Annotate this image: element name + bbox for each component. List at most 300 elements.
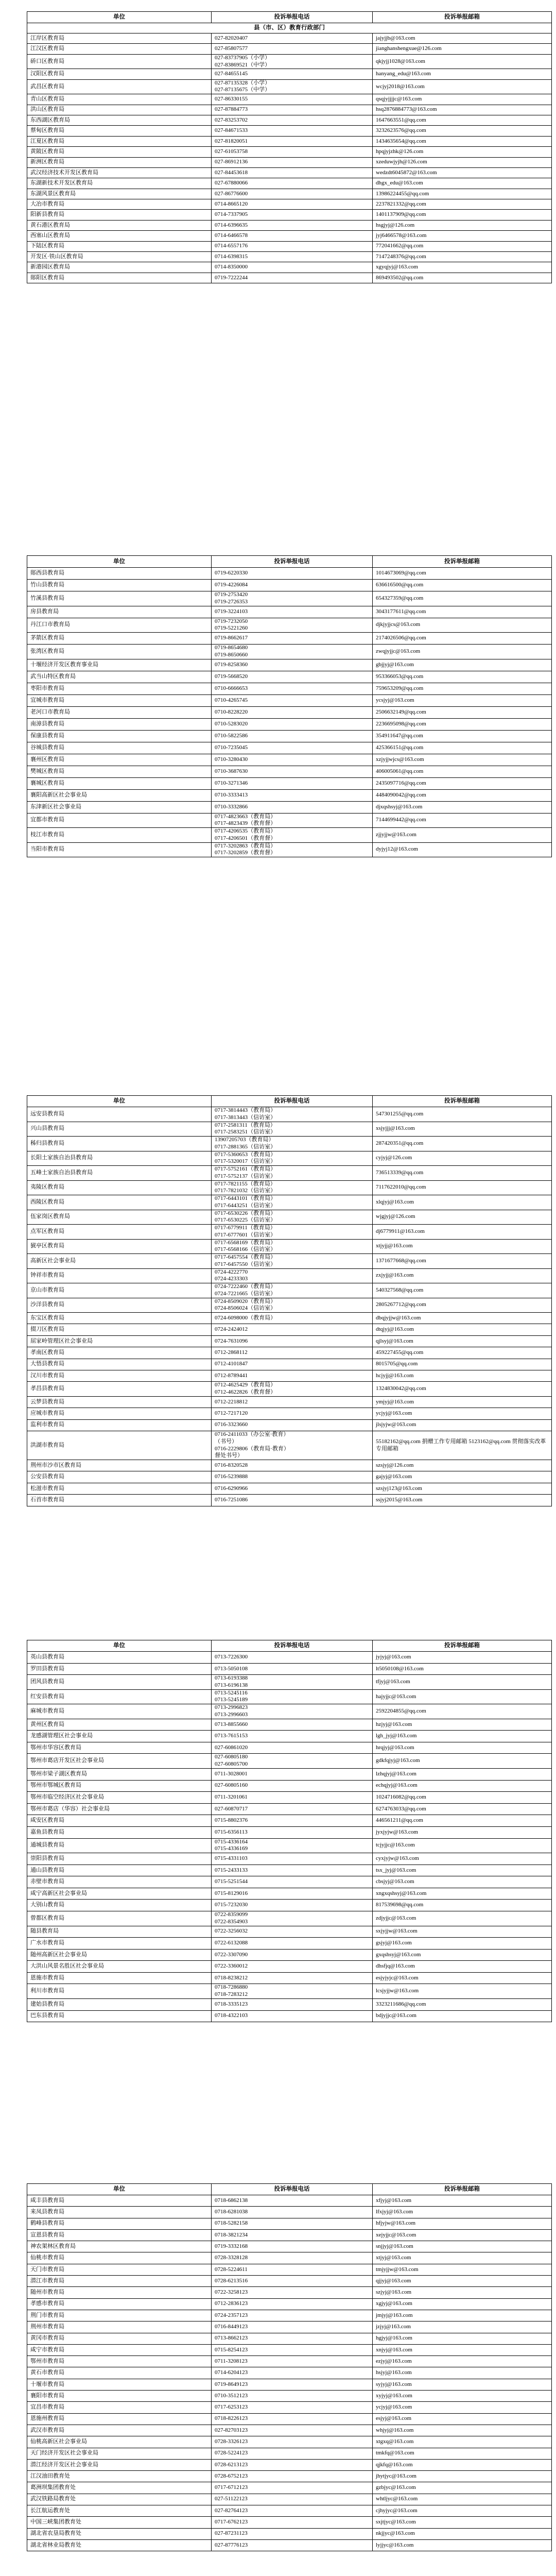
- table-row: [27, 2276, 552, 2287]
- complaint-email: jlsjyjw@163.com: [373, 1419, 552, 1431]
- complaint-email: gxqshsyj@163.com: [373, 1949, 552, 1961]
- phone-line: 0724-2424012: [215, 1326, 248, 1333]
- phone-line: 0710-3333413: [215, 791, 248, 798]
- phone-line: 0728-5224123: [215, 2450, 248, 2456]
- phone-line: 0716-3323660: [215, 1421, 248, 1428]
- unit-name: 猇亭区教育局: [27, 1239, 212, 1254]
- complaint-phone: [212, 580, 373, 591]
- table-row: [27, 1122, 552, 1137]
- unit-name: 黄石市教育局: [27, 2367, 212, 2379]
- phone-line: 0713-5245189: [215, 1697, 248, 1703]
- unit-name: 利川市教育局: [27, 1984, 212, 1999]
- phone-line: 0710-6666653: [215, 685, 248, 691]
- phone-line: 0719-8654680: [215, 645, 248, 651]
- phone-line: 027-81820051: [215, 138, 248, 144]
- complaint-email: hsgjyj@126.com: [373, 220, 552, 230]
- complaint-email: gbjjyj@163.com: [373, 659, 552, 671]
- complaint-phone: [212, 79, 373, 94]
- complaint-email: zwqjyjjc@163.com: [373, 645, 552, 659]
- table-row: [27, 1195, 552, 1210]
- table-row: [27, 136, 552, 146]
- complaint-phone: [212, 1652, 373, 1664]
- complaint-phone: [212, 1926, 373, 1938]
- complaint-phone: [212, 44, 373, 54]
- table-row: [27, 273, 552, 283]
- phone-line: 027-60805180: [215, 1754, 248, 1760]
- phone-line: 0719-3224103: [215, 608, 248, 615]
- unit-name: 应城市教育局: [27, 1408, 212, 1419]
- phone-line: 027-83869521（中学）: [215, 61, 271, 68]
- phone-line: 0717-5752161（教育局）: [215, 1166, 276, 1172]
- unit-name: 随州市教育局: [27, 2287, 212, 2298]
- phone-line: 0728-6752123: [215, 2472, 248, 2479]
- complaint-phone: [212, 730, 373, 742]
- complaint-phone: [212, 220, 373, 230]
- table-header-row: [27, 1096, 552, 1107]
- complaint-phone: [212, 1949, 373, 1961]
- table-row: [27, 44, 552, 54]
- complaint-phone: [212, 1780, 373, 1792]
- unit-name: 中国三峡集团教育处: [27, 2517, 212, 2528]
- unit-name: 通城县教育局: [27, 1838, 212, 1853]
- complaint-phone: [212, 2528, 373, 2539]
- table-row: [27, 801, 552, 813]
- table-row: [27, 1324, 552, 1335]
- table-row: [27, 2229, 552, 2241]
- phone-line: 027-51122123: [215, 2496, 248, 2502]
- complaint-email: lfxjyj@163.com: [373, 2207, 552, 2218]
- phone-line: 027-60805160: [215, 1782, 248, 1789]
- complaint-phone: [212, 1876, 373, 1888]
- phone-line: 0714-8350000: [215, 264, 248, 270]
- table-row: [27, 1984, 552, 1999]
- unit-name: 龙感湖管理区社会事业局: [27, 1731, 212, 1742]
- phone-line: 027-60870717: [215, 1805, 248, 1812]
- table-row: [27, 2344, 552, 2355]
- table-row: [27, 730, 552, 742]
- unit-name: 英山县教育局: [27, 1652, 212, 1664]
- complaint-email: syjyj@163.com: [373, 2379, 552, 2390]
- phone-line: 0714-7337905: [215, 211, 248, 218]
- phone-line: 0719-2726353: [215, 598, 248, 605]
- unit-name: 监利市教育局: [27, 1419, 212, 1431]
- phone-line: 0717-6568169（教育局）: [215, 1239, 276, 1246]
- complaint-phone: [212, 2287, 373, 2298]
- table-row: [27, 706, 552, 718]
- table-row: [27, 2207, 552, 2218]
- complaint-phone: [212, 742, 373, 754]
- complaint-phone: [212, 115, 373, 125]
- unit-name: 石首市教育局: [27, 1495, 212, 1506]
- header-phone: 投诉举报电话: [212, 1640, 373, 1652]
- unit-name: 阳新县教育局: [27, 210, 212, 220]
- phone-line: 0713-8662123: [215, 2335, 248, 2342]
- complaint-phone: [212, 718, 373, 730]
- complaint-email: ycjyj@163.com: [373, 2402, 552, 2413]
- unit-name: 钟祥市教育局: [27, 1268, 212, 1283]
- table-row: [27, 1865, 552, 1876]
- complaint-email: nkjjyc@163.com: [373, 2528, 552, 2539]
- header-unit: 单位: [27, 1096, 212, 1107]
- phone-line: 0717-6712123: [215, 2484, 248, 2491]
- unit-name: 天门市教育局: [27, 2264, 212, 2275]
- table-row: [27, 754, 552, 766]
- table-row: [27, 1675, 552, 1690]
- complaint-phone: [212, 2517, 373, 2528]
- phone-line: 0712-4625429（教育局）: [215, 1382, 276, 1388]
- complaint-email: 7144699442@qq.com: [373, 813, 552, 828]
- complaint-email: xtjyjj@163.com: [373, 1239, 552, 1254]
- complaint-email: dj6779911@163.com: [373, 1225, 552, 1240]
- unit-name: 长阳土家族自治县教育局: [27, 1151, 212, 1166]
- unit-name: 大洪山风景名胜区社会事业局: [27, 1961, 212, 1973]
- table-row: [27, 1826, 552, 1838]
- complaint-email: wjgjyj@126.com: [373, 1210, 552, 1225]
- unit-name: 襄阳高新区社会事业局: [27, 789, 212, 801]
- complaint-phone: [212, 262, 373, 273]
- phone-line: 027-83253702: [215, 116, 248, 123]
- complaint-email: hsq2876884773@163.com: [373, 105, 552, 115]
- complaint-email: 1647663551@qq.com: [373, 115, 552, 125]
- table-row: [27, 1663, 552, 1675]
- complaint-email: wedzdt6045872@163.com: [373, 167, 552, 178]
- phone-line: 0717-2881365（信访室）: [215, 1143, 276, 1150]
- complaint-phone: [212, 1408, 373, 1419]
- phone-line: 0719-7222244: [215, 274, 248, 281]
- table-row: [27, 1689, 552, 1704]
- phone-line: 0717-2581311（教育局）: [215, 1122, 276, 1128]
- complaint-phone: [212, 1382, 373, 1397]
- complaint-phone: [212, 1324, 373, 1335]
- unit-name: 张湾区教育局: [27, 645, 212, 659]
- phone-line: 0713-8855660: [215, 1721, 248, 1727]
- complaint-email: 6274763033@qq.com: [373, 1803, 552, 1815]
- complaint-email: xyjyj@163.com: [373, 2391, 552, 2402]
- unit-name: 竹溪县教育局: [27, 591, 212, 606]
- unit-name: 江岸区教育局: [27, 33, 212, 44]
- complaint-phone: [212, 2367, 373, 2379]
- complaint-email: xgyqjyj@163.com: [373, 262, 552, 273]
- table-row: [27, 2459, 552, 2470]
- phone-line: 0716-2411033（办公室·教育）: [215, 1431, 289, 1438]
- table-row: [27, 2195, 552, 2207]
- complaint-phone: [212, 2264, 373, 2275]
- table-row: [27, 1926, 552, 1938]
- complaint-email: tmjyjjw@163.com: [373, 2264, 552, 2275]
- table-row: [27, 1483, 552, 1494]
- complaint-phone: [212, 659, 373, 671]
- complaint-email: hrqjyj@163.com: [373, 1742, 552, 1754]
- complaint-phone: [212, 199, 373, 210]
- table-row: [27, 2298, 552, 2310]
- complaint-email: jhytjyc@163.com: [373, 2471, 552, 2482]
- complaint-phone: [212, 645, 373, 659]
- complaint-email: dhsfjq@163.com: [373, 1961, 552, 1973]
- complaint-email: cyjyj@126.com: [373, 1151, 552, 1166]
- phone-line: 0710-5283020: [215, 720, 248, 727]
- complaint-email: xzeduwjyjh@126.com: [373, 157, 552, 167]
- unit-name: 云梦县教育局: [27, 1396, 212, 1408]
- unit-name: 五峰土家族自治县教育局: [27, 1166, 212, 1181]
- complaint-phone: [212, 136, 373, 146]
- complaint-email: 406005061@qq.com: [373, 766, 552, 777]
- complaint-email: 1434635654@qq.com: [373, 136, 552, 146]
- complaint-email: 3323211686@qq.com: [373, 1998, 552, 2010]
- complaint-email: hpqjyjzhk@126.com: [373, 147, 552, 157]
- phone-line: 0715-2433133: [215, 1867, 248, 1873]
- complaint-email: hsjyj@163.com: [373, 2367, 552, 2379]
- phone-line: 0711-3201061: [215, 1794, 248, 1801]
- complaint-phone: [212, 1431, 373, 1460]
- table-row: [27, 115, 552, 125]
- unit-name: 下陆区教育局: [27, 241, 212, 251]
- unit-name: 鄂州市教育局: [27, 2356, 212, 2367]
- table-row: [27, 54, 552, 69]
- unit-name: 东宝区教育局: [27, 1313, 212, 1324]
- complaint-phone: [212, 1195, 373, 1210]
- phone-line: 027-60805700: [215, 1761, 248, 1768]
- unit-name: 长江航运教育处: [27, 2505, 212, 2517]
- header-unit: 单位: [27, 12, 212, 23]
- complaint-phone: [212, 1419, 373, 1431]
- unit-name: 曾都区教育局: [27, 1911, 212, 1926]
- phone-line: 0722-6132088: [215, 1940, 248, 1946]
- phone-line: 0728-3326123: [215, 2438, 248, 2445]
- complaint-phone: [212, 1107, 373, 1122]
- complaint-email: jzjyj@163.com: [373, 2321, 552, 2333]
- phone-line: 027-87135328（小学）: [215, 79, 271, 86]
- header-phone: 投诉举报电话: [212, 12, 373, 23]
- phone-line: 0715-4336164: [215, 1838, 248, 1845]
- unit-name: 京山市教育局: [27, 1283, 212, 1298]
- table-row: [27, 1382, 552, 1397]
- phone-line: 0713-6196138: [215, 1682, 248, 1688]
- complaint-email: cyxjyjw@163.com: [373, 1853, 552, 1865]
- unit-name: 樊城区教育局: [27, 766, 212, 777]
- unit-name: 通山县教育局: [27, 1865, 212, 1876]
- complaint-email: xejyjjc@163.com: [373, 2229, 552, 2241]
- complaint-phone: [212, 1471, 373, 1483]
- table-row: [27, 2356, 552, 2367]
- table-row: [27, 659, 552, 671]
- complaint-phone: [212, 2356, 373, 2367]
- complaint-phone: [212, 2298, 373, 2310]
- complaint-email: hfjyjw@163.com: [373, 2218, 552, 2229]
- phone-line: 027-61053758: [215, 148, 248, 155]
- complaint-email: jyj6466578@163.com: [373, 231, 552, 241]
- unit-name: 鄂州市梁子湖区教育局: [27, 1768, 212, 1780]
- phone-line: 0728-5224611: [215, 2266, 248, 2273]
- complaint-phone: [212, 1865, 373, 1876]
- unit-name: 枣阳市教育局: [27, 683, 212, 694]
- complaint-email: djkjyjjcs@163.com: [373, 618, 552, 633]
- table-row: [27, 241, 552, 251]
- phone-line: 027-86776600: [215, 190, 248, 197]
- complaint-email: qjkfq@163.com: [373, 2459, 552, 2470]
- phone-line: 0718-8226123: [215, 2415, 248, 2422]
- table-row: [27, 2494, 552, 2505]
- unit-name: 荆门市教育局: [27, 2310, 212, 2321]
- phone-line: 0713-7615153: [215, 1733, 248, 1739]
- table-row: [27, 2333, 552, 2344]
- table-row: [27, 2436, 552, 2448]
- complaint-phone: [212, 2241, 373, 2252]
- complaint-email: xnjyj@163.com: [373, 2344, 552, 2355]
- table-header-row: [27, 12, 552, 23]
- unit-name: 公安县教育局: [27, 1471, 212, 1483]
- complaint-email: echqjyj@163.com: [373, 1780, 552, 1792]
- unit-name: 巴东县教育局: [27, 2010, 212, 2022]
- complaint-email: qjjyj@163.com: [373, 2276, 552, 2287]
- complaint-email: 1014673069@qq.com: [373, 568, 552, 580]
- phone-line: 0719-7232050: [215, 618, 248, 624]
- table-row: [27, 694, 552, 706]
- unit-name: 保康县教育局: [27, 730, 212, 742]
- table-row: [27, 2287, 552, 2298]
- phone-line: 027-86912136: [215, 159, 248, 165]
- phone-line: 0717-6457554（教育局）: [215, 1254, 276, 1260]
- unit-name: 茅箭区教育局: [27, 633, 212, 645]
- phone-line: 027-87231123: [215, 2530, 248, 2537]
- phone-line: 0728-6213123: [215, 2461, 248, 2468]
- phone-line: 0711-3208123: [215, 2358, 248, 2364]
- unit-name: 孝感市教育局: [27, 2298, 212, 2310]
- unit-name: 洪湖市教育局: [27, 1431, 212, 1460]
- phone-line: 027-82703123: [215, 2427, 248, 2433]
- complaint-phone: [212, 2471, 373, 2482]
- table-row: [27, 2471, 552, 2482]
- complaint-email: lgh_jyj@163.com: [373, 1731, 552, 1742]
- complaint-email: sxjyjjw@163.com: [373, 1926, 552, 1938]
- table-row: [27, 2413, 552, 2425]
- phone-line: 0710-8228220: [215, 708, 248, 715]
- complaint-email: ezjyj@163.com: [373, 2356, 552, 2367]
- complaint-email: 7147248376@qq.com: [373, 252, 552, 262]
- table-row: [27, 633, 552, 645]
- complaint-email: 654327359@qq.com: [373, 591, 552, 606]
- complaint-phone: [212, 2391, 373, 2402]
- table-row: [27, 94, 552, 105]
- table-row: [27, 1283, 552, 1298]
- complaint-email: jianghanshengxue@126.com: [373, 44, 552, 54]
- table-row: [27, 1853, 552, 1865]
- phone-line: 0717-5360653（教育局）: [215, 1151, 276, 1158]
- complaint-email: 1371677668@qq.com: [373, 1254, 552, 1269]
- complaint-email: xsjyjjj@163.com: [373, 1122, 552, 1137]
- table-row: [27, 33, 552, 44]
- complaint-phone: [212, 1359, 373, 1370]
- table-row: [27, 1225, 552, 1240]
- phone-line: 0718-6862138: [215, 2197, 248, 2204]
- phone-line: 0714-6466578: [215, 232, 248, 239]
- complaint-phone: [212, 2425, 373, 2436]
- table-row: [27, 178, 552, 189]
- phone-line: 0718-5282158: [215, 2220, 248, 2227]
- unit-name: 江汉区教育局: [27, 44, 212, 54]
- table-row: [27, 1731, 552, 1742]
- phone-line: 0718-8238212: [215, 1974, 248, 1981]
- phone-line: 0712-7217120: [215, 1410, 248, 1417]
- phone-line: 13907205703（教育局）: [215, 1137, 274, 1143]
- table-row: [27, 2321, 552, 2333]
- complaint-phone: [212, 2310, 373, 2321]
- phone-line: 0719-5221260: [215, 625, 248, 632]
- complaint-phone: [212, 1347, 373, 1359]
- phone-line: 0716-5239888: [215, 1473, 248, 1480]
- unit-name: 宜昌市教育局: [27, 2402, 212, 2413]
- phone-line: 0713-5245116: [215, 1689, 248, 1696]
- phone-line: 0722-3307090: [215, 1951, 248, 1958]
- complaint-phone: [212, 1370, 373, 1381]
- table-row: [27, 1876, 552, 1888]
- complaint-phone: [212, 2448, 373, 2459]
- header-email: 投诉举报邮箱: [373, 1096, 552, 1107]
- phone-line: 0717-6443251（信访室）: [215, 1202, 276, 1209]
- unit-name: 恩施市教育局: [27, 1972, 212, 1984]
- complaint-email: hcjyjj@163.com: [373, 1370, 552, 1381]
- phone-line: 0718-7283212: [215, 1991, 248, 1998]
- unit-name: 鄂州市华容区教育局: [27, 1742, 212, 1754]
- table-row: [27, 210, 552, 220]
- unit-name: 孝昌县教育局: [27, 1382, 212, 1397]
- table-row: [27, 742, 552, 754]
- phone-line: 0710-3271346: [215, 779, 248, 786]
- unit-name: 武当山特区教育局: [27, 671, 212, 683]
- phone-line: 0710-4265745: [215, 697, 248, 703]
- complaint-email: 287420351@qq.com: [373, 1137, 552, 1151]
- complaint-phone: [212, 2229, 373, 2241]
- complaint-email: dhgx_edu@163.com: [373, 178, 552, 189]
- phone-line: 0716-6290966: [215, 1485, 248, 1492]
- phone-line: 0724-8506024（信访室）: [215, 1305, 276, 1312]
- unit-name: 赤壁市教育局: [27, 1876, 212, 1888]
- phone-line: 0712-2218812: [215, 1398, 248, 1405]
- table-row: [27, 1949, 552, 1961]
- complaint-phone: [212, 1225, 373, 1240]
- unit-name: 鹤峰县教育局: [27, 2218, 212, 2229]
- phone-line: 0722-3258123: [215, 2289, 248, 2296]
- unit-name: 新洲区教育局: [27, 157, 212, 167]
- table-row: [27, 2310, 552, 2321]
- table-row: [27, 568, 552, 580]
- complaint-phone: [212, 189, 373, 199]
- complaint-phone: [212, 1460, 373, 1471]
- phone-line: 0713-2996603: [215, 1711, 248, 1718]
- unit-name: 神农架林区教育局: [27, 2241, 212, 2252]
- complaint-phone: [212, 1938, 373, 1950]
- unit-name: 咸宁市教育局: [27, 2344, 212, 2355]
- unit-name: 团风县教育局: [27, 1675, 212, 1690]
- complaint-phone: [212, 789, 373, 801]
- phone-line: 0724-2357123: [215, 2312, 248, 2318]
- table-row: [27, 1838, 552, 1853]
- complaint-contact-table: [27, 2183, 552, 2551]
- complaint-email: xzjyjjwjcs@163.com: [373, 754, 552, 766]
- complaint-email: tcjyjjc@163.com: [373, 1838, 552, 1853]
- complaint-email: szsjyj@126.com: [373, 1460, 552, 1471]
- complaint-email: 425366151@qq.com: [373, 742, 552, 754]
- table-row: [27, 2264, 552, 2275]
- phone-line: 0722-8354903: [215, 1918, 248, 1925]
- complaint-phone: [212, 1483, 373, 1494]
- complaint-email: lzhqjyj@163.com: [373, 1768, 552, 1780]
- phone-line: 0724-6098000（教育局）: [215, 1314, 276, 1321]
- phone-line: 0717-4823663（教育局）: [215, 813, 276, 820]
- table-row: [27, 189, 552, 199]
- unit-name: 咸宁高新区社会事业局: [27, 1888, 212, 1900]
- complaint-email: 3232623576@qq.com: [373, 126, 552, 136]
- phone-line: 0724-7221665（信访室）: [215, 1290, 276, 1297]
